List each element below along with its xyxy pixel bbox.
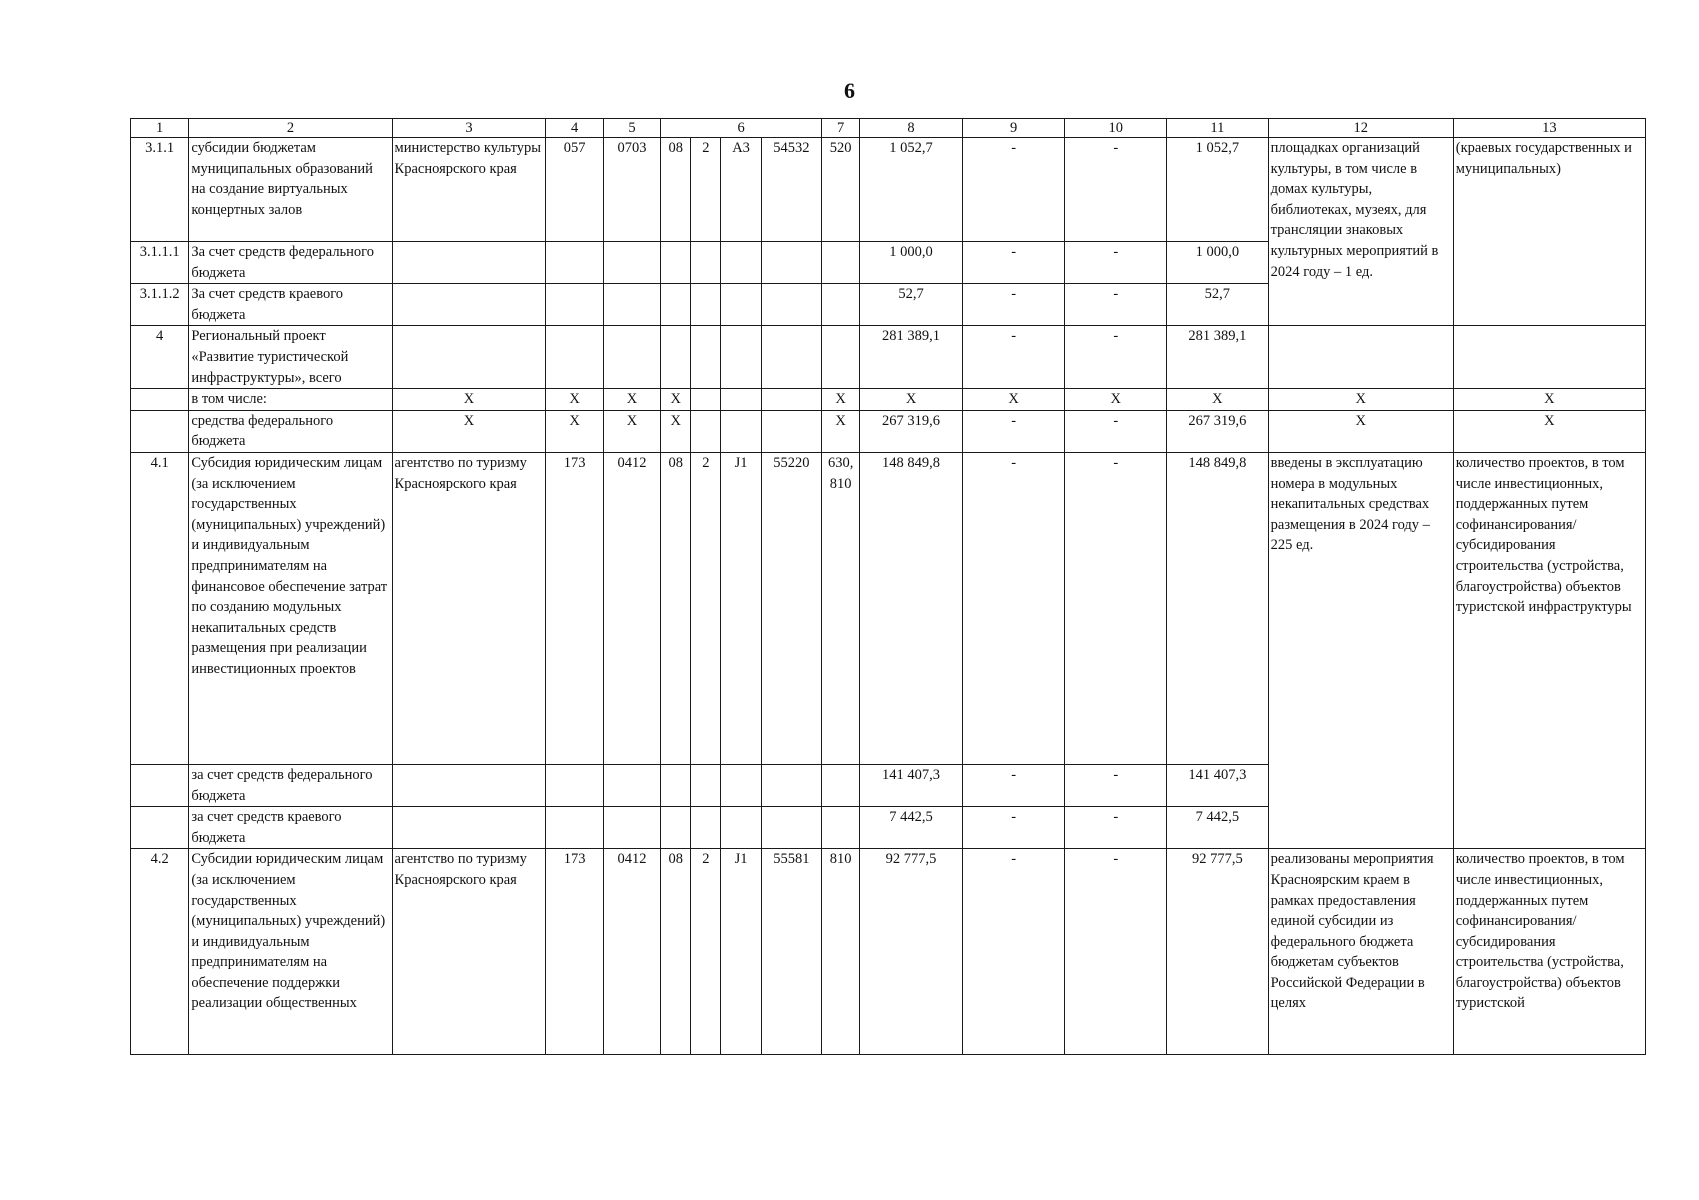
row-name: За счет средств федерального бюджета xyxy=(189,242,392,284)
x-mark: X xyxy=(603,410,660,452)
amount-col11: 52,7 xyxy=(1167,284,1269,326)
grbs-code: 057 xyxy=(546,138,603,242)
x-mark: X xyxy=(392,410,546,452)
row-name: Субсидия юридическим лицам (за исключением государственных (муниципальных) учреждений) и индивидуальным предпринимателям на финансовое обеспечение затрат по созданию модульных некапитальных средств размещения при реализации инвестиционных проектов xyxy=(189,452,392,764)
amount-col10: - xyxy=(1065,410,1167,452)
amount-col8: 1 000,0 xyxy=(860,242,963,284)
direction-code: 54532 xyxy=(761,138,821,242)
x-mark: X xyxy=(603,389,660,411)
amount-col10: - xyxy=(1065,326,1167,389)
amount-col8: 1 052,7 xyxy=(860,138,963,242)
section-code: 0412 xyxy=(603,849,660,1055)
x-mark: X xyxy=(822,410,860,452)
header-cell: 6 xyxy=(661,119,822,138)
row-code: 3.1.1 xyxy=(131,138,189,242)
row-executor: агентство по туризму Красноярского края xyxy=(392,849,546,1055)
header-cell: 9 xyxy=(962,119,1065,138)
row-name: За счет средств краевого бюджета xyxy=(189,284,392,326)
program-code: 08 xyxy=(661,138,691,242)
x-mark: X xyxy=(546,410,603,452)
row-name: субсидии бюджетам муниципальных образований на создание виртуальных концертных залов xyxy=(189,138,392,242)
project-code: А3 xyxy=(721,138,761,242)
indicator: количество проектов, в том числе инвестиционных, поддержанных путем софинансирования/ субсидирования строительства (устройства, благоустройства) объектов туристской инфраструктуры xyxy=(1453,452,1645,848)
amount-col9: - xyxy=(962,452,1065,764)
page-number: 6 xyxy=(844,78,855,103)
amount-col9: - xyxy=(962,326,1065,389)
table-row xyxy=(131,326,1646,389)
row-name: средства федерального бюджета xyxy=(189,410,392,452)
table-row xyxy=(131,849,1646,1055)
x-mark: X xyxy=(392,389,546,411)
amount-col11: 1 052,7 xyxy=(1167,138,1269,242)
amount-col8: 281 389,1 xyxy=(860,326,963,389)
subprogram-code: 2 xyxy=(691,452,721,764)
amount-col11: 92 777,5 xyxy=(1167,849,1269,1055)
direction-code: 55581 xyxy=(761,849,821,1055)
expense-type: 810 xyxy=(822,849,860,1055)
budget-table xyxy=(130,118,1646,1055)
amount-col10: - xyxy=(1065,452,1167,764)
header-cell: 10 xyxy=(1065,119,1167,138)
project-code: J1 xyxy=(721,849,761,1055)
expense-type: 630, 810 xyxy=(822,452,860,764)
amount-col10: - xyxy=(1065,284,1167,326)
expected-result: реализованы мероприятия Красноярским краем в рамках предоставления единой субсидии из федерального бюджета бюджетам субъектов Российской Федерации в целях xyxy=(1268,849,1453,1055)
row-code: 3.1.1.1 xyxy=(131,242,189,284)
header-cell: 4 xyxy=(546,119,603,138)
subprogram-code: 2 xyxy=(691,138,721,242)
row-executor: министерство культуры Красноярского края xyxy=(392,138,546,242)
x-mark: X xyxy=(1167,389,1269,411)
amount-col11: 281 389,1 xyxy=(1167,326,1269,389)
row-name: в том числе: xyxy=(189,389,392,411)
amount-col11: 141 407,3 xyxy=(1167,764,1269,806)
header-row xyxy=(131,119,1646,138)
header-cell: 3 xyxy=(392,119,546,138)
expected-result: площадках организаций культуры, в том числе в домах культуры, библиотеках, музеях, для трансляции знаковых культурных мероприятий в 2024 году – 1 ед. xyxy=(1268,138,1453,326)
x-mark: X xyxy=(822,389,860,411)
amount-col9: - xyxy=(962,807,1065,849)
x-mark: X xyxy=(1268,389,1453,411)
header-cell: 12 xyxy=(1268,119,1453,138)
amount-col8: 52,7 xyxy=(860,284,963,326)
table-row xyxy=(131,138,1646,242)
direction-code: 55220 xyxy=(761,452,821,764)
section-code: 0412 xyxy=(603,452,660,764)
amount-col11: 7 442,5 xyxy=(1167,807,1269,849)
table-row xyxy=(131,389,1646,411)
row-code: 4 xyxy=(131,326,189,389)
amount-col9: - xyxy=(962,764,1065,806)
indicator: (краевых государственных и муниципальных) xyxy=(1453,138,1645,326)
row-name: Субсидии юридическим лицам (за исключением государственных (муниципальных) учреждений) и индивидуальным предпринимателям на обеспечение поддержки реализации общественных xyxy=(189,849,392,1055)
grbs-code: 173 xyxy=(546,452,603,764)
header-cell: 8 xyxy=(860,119,963,138)
program-code: 08 xyxy=(661,452,691,764)
header-cell: 13 xyxy=(1453,119,1645,138)
x-mark: X xyxy=(546,389,603,411)
amount-col9: - xyxy=(962,242,1065,284)
header-cell: 11 xyxy=(1167,119,1269,138)
x-mark: X xyxy=(1065,389,1167,411)
amount-col11: 267 319,6 xyxy=(1167,410,1269,452)
x-mark: X xyxy=(860,389,963,411)
table-row xyxy=(131,410,1646,452)
amount-col11: 148 849,8 xyxy=(1167,452,1269,764)
section-code: 0703 xyxy=(603,138,660,242)
header-cell: 1 xyxy=(131,119,189,138)
x-mark: X xyxy=(1268,410,1453,452)
amount-col9: - xyxy=(962,138,1065,242)
amount-col10: - xyxy=(1065,764,1167,806)
amount-col10: - xyxy=(1065,138,1167,242)
grbs-code: 173 xyxy=(546,849,603,1055)
amount-col8: 148 849,8 xyxy=(860,452,963,764)
amount-col11: 1 000,0 xyxy=(1167,242,1269,284)
amount-col10: - xyxy=(1065,242,1167,284)
header-cell: 2 xyxy=(189,119,392,138)
table-row xyxy=(131,452,1646,764)
x-mark: X xyxy=(962,389,1065,411)
expected-result: введены в эксплуатацию номера в модульных некапитальных средствах размещения в 2024 году – 225 ед. xyxy=(1268,452,1453,848)
amount-col8: 7 442,5 xyxy=(860,807,963,849)
x-mark: X xyxy=(1453,389,1645,411)
amount-col8: 267 319,6 xyxy=(860,410,963,452)
amount-col8: 141 407,3 xyxy=(860,764,963,806)
x-mark: X xyxy=(661,410,691,452)
x-mark: X xyxy=(1453,410,1645,452)
amount-col9: - xyxy=(962,849,1065,1055)
amount-col9: - xyxy=(962,284,1065,326)
row-code: 4.2 xyxy=(131,849,189,1055)
header-cell: 7 xyxy=(822,119,860,138)
row-name: за счет средств федерального бюджета xyxy=(189,764,392,806)
amount-col8: 92 777,5 xyxy=(860,849,963,1055)
row-name: за счет средств краевого бюджета xyxy=(189,807,392,849)
row-executor: агентство по туризму Красноярского края xyxy=(392,452,546,764)
project-code: J1 xyxy=(721,452,761,764)
expense-type: 520 xyxy=(822,138,860,242)
amount-col9: - xyxy=(962,410,1065,452)
program-code: 08 xyxy=(661,849,691,1055)
x-mark: X xyxy=(661,389,691,411)
header-cell: 5 xyxy=(603,119,660,138)
row-code: 4.1 xyxy=(131,452,189,764)
amount-col10: - xyxy=(1065,849,1167,1055)
row-name: Региональный проект «Развитие туристической инфраструктуры», всего xyxy=(189,326,392,389)
amount-col10: - xyxy=(1065,807,1167,849)
subprogram-code: 2 xyxy=(691,849,721,1055)
row-code: 3.1.1.2 xyxy=(131,284,189,326)
indicator: количество проектов, в том числе инвестиционных, поддержанных путем софинансирования/ субсидирования строительства (устройства, благоустройства) объектов туристской xyxy=(1453,849,1645,1055)
